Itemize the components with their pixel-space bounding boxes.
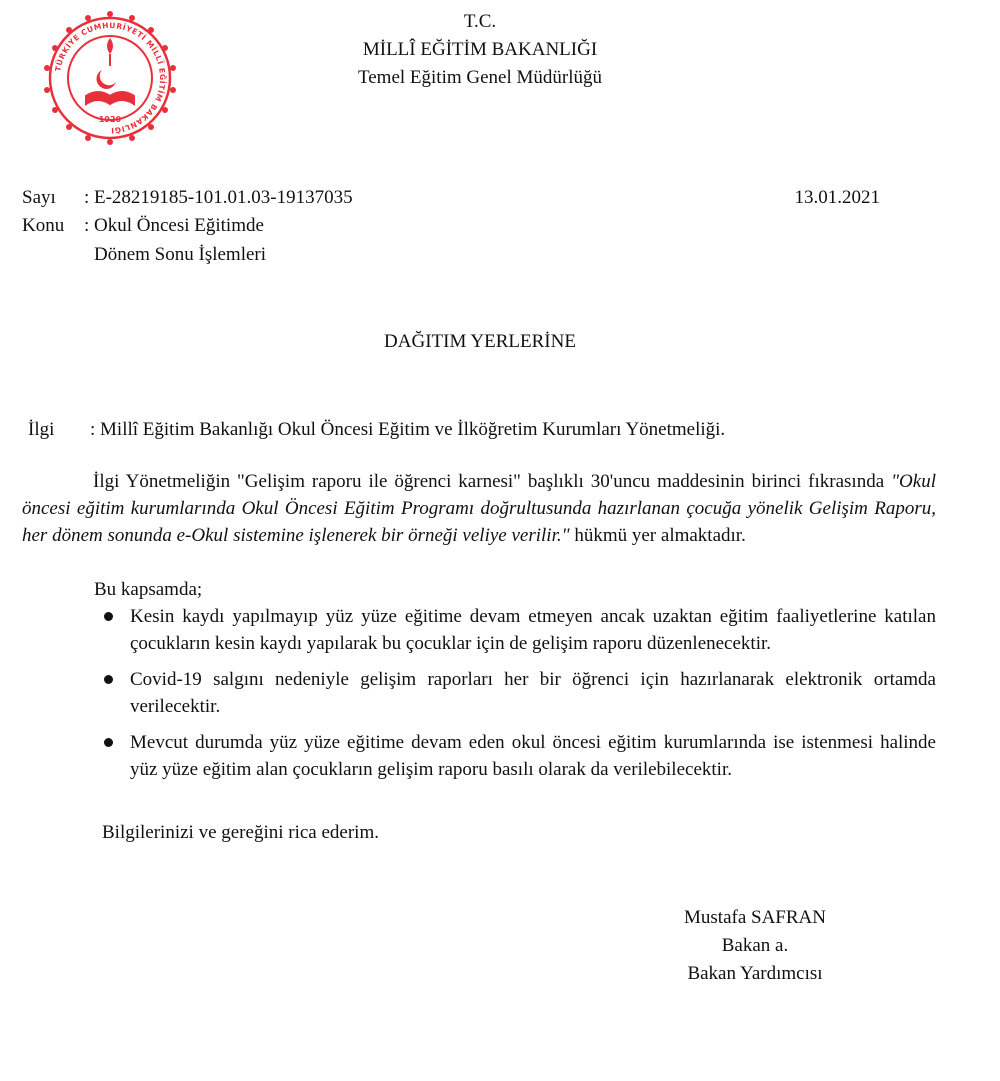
body-paragraph-1 [22, 468, 936, 549]
bullet-list [104, 603, 936, 783]
list-item: Kesin kaydı yapılmayıp yüz yüze eğitime devam etmeyen ancak uzaktan eğitim faaliyetlerine katılan çocukların kesin kaydı yapılarak bu çocuklar için de gelişim raporu düzenlenecektir. [104, 603, 936, 657]
document-date: 13.01.2021 [794, 187, 880, 208]
header-directorate: Temel Eğitim Genel Müdürlüğü [357, 67, 603, 88]
scope-intro: Bu kapsamda; [94, 579, 203, 600]
konu-line-1: Okul Öncesi Eğitimde [94, 215, 264, 236]
header-tc: T.C. [463, 11, 497, 32]
para1-quote: "Okul öncesi eğitim kurumlarında Okul Öncesi Eğitim Programı doğrultusunda hazırlanan çocuğa yönelik Gelişim Raporu, her dönem sonunda e-Okul sistemine işlenerek bir örneği veliye verilir." [22, 471, 936, 546]
para1-intro: İlgi Yönetmeliğin "Gelişim raporu ile öğrenci karnesi" başlıklı 30'uncu maddesinin birinci fıkrasında [93, 471, 892, 492]
svg-text:1920: 1920 [98, 115, 122, 124]
signatory-name: Mustafa SAFRAN [684, 907, 826, 928]
list-item: Covid-19 salgını nedeniyle gelişim raporları her bir öğrenci için hazırlanarak elektronik ortamda verilecektir. [104, 666, 936, 720]
signatory-on-behalf: Bakan a. [721, 935, 789, 956]
sayi-colon: : [84, 187, 90, 208]
sayi-value: E-28219185-101.01.03-19137035 [94, 187, 353, 208]
konu-colon: : [84, 215, 90, 236]
header-ministry: MİLLÎ EĞİTİM BAKANLIĞI [362, 39, 598, 60]
svg-text:TÜRKİYE CUMHURİYETİ MİLLÎ EĞİT: TÜRKİYE CUMHURİYETİ MİLLÎ EĞİTİM BAKANLIĞI [53, 20, 168, 136]
list-item: Mevcut durumda yüz yüze eğitime devam eden okul öncesi eğitim kurumlarında ise istenmesi halinde yüz yüze eğitim alan çocukların gelişim raporu basılı olarak da verilebilecektir. [104, 729, 936, 783]
konu-label: Konu [22, 215, 65, 236]
ilgi-text: : Millî Eğitim Bakanlığı Okul Öncesi Eğitim ve İlköğretim Kurumları Yönetmeliği. [90, 419, 726, 440]
bullet-icon [104, 612, 113, 621]
konu-line-2: Dönem Sonu İşlemleri [94, 244, 267, 265]
signatory-title: Bakan Yardımcısı [687, 963, 823, 984]
sayi-label: Sayı [22, 187, 56, 208]
recipient-heading: DAĞITIM YERLERİNE [384, 331, 576, 352]
ilgi-label: İlgi [28, 419, 55, 440]
bullet-icon [104, 675, 113, 684]
para1-end: hükmü yer almaktadır. [569, 525, 746, 546]
bullet-icon [104, 738, 113, 747]
closing-line: Bilgilerinizi ve gereğini rica ederim. [102, 822, 379, 843]
